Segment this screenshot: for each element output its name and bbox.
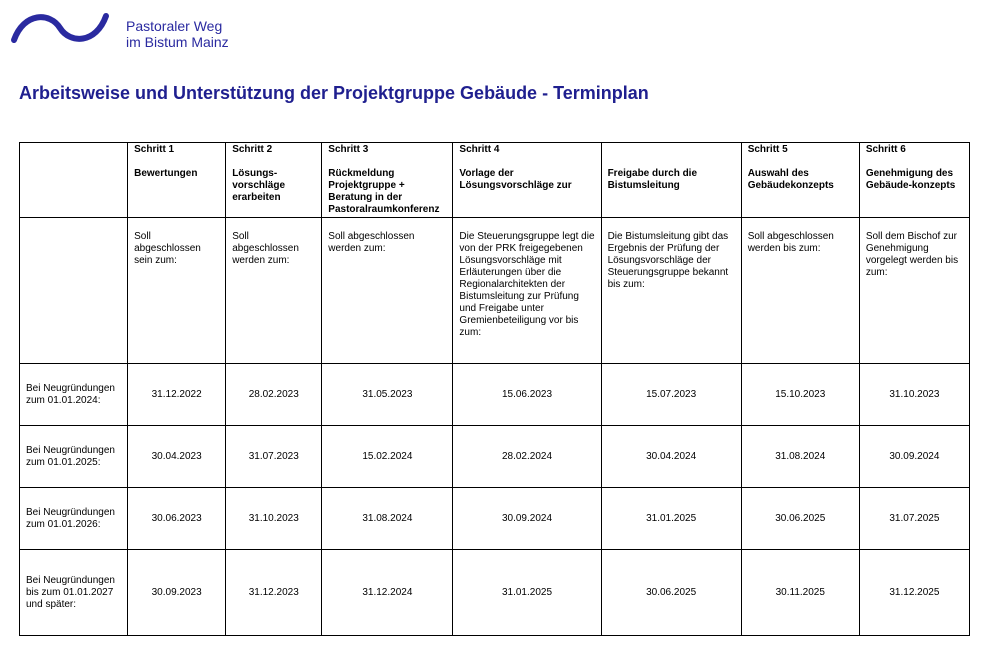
date-cell: 31.12.2025 [859,550,969,636]
date-cell: 30.04.2024 [601,426,741,488]
step-name: Freigabe durch die Bistumsleitung [607,168,698,191]
date-cell: 28.02.2024 [453,426,601,488]
date-cell: 30.11.2025 [741,550,859,636]
column-header [453,143,601,218]
column-header [226,143,322,218]
step-description: Die Bistumsleitung gibt das Ergebnis der Prüfung der Lösungsvorschläge der Steuerungsgruppe bekannt bis zum: [601,218,741,364]
row-label: Bei Neugründungen zum 01.01.2026: [20,488,128,550]
date-cell: 31.07.2025 [859,488,969,550]
date-cell: 31.07.2023 [226,426,322,488]
table-row [20,488,970,550]
column-header [859,143,969,218]
column-header [601,143,741,218]
column-header [322,143,453,218]
date-cell: 31.10.2023 [859,364,969,426]
column-header [128,143,226,218]
step-label: Schritt 2 [232,144,273,155]
step-name: Auswahl des Gebäudekonzepts [747,168,834,191]
date-cell: 15.06.2023 [453,364,601,426]
date-cell: 15.02.2024 [322,426,453,488]
date-cell: 31.12.2023 [226,550,322,636]
date-cell: 30.09.2024 [859,426,969,488]
table-header-row [20,143,970,218]
date-cell: 30.09.2024 [453,488,601,550]
page-title: Arbeitsweise und Unterstützung der Projektgruppe Gebäude - Terminplan [19,83,649,103]
date-cell: 31.12.2024 [322,550,453,636]
step-description: Soll abgeschlossen werden zum: [322,218,453,364]
step-name: Vorlage der Lösungsvorschläge zur [459,168,572,191]
table-description-row [20,218,970,364]
date-cell: 31.10.2023 [226,488,322,550]
step-description: Die Steuerungsgruppe legt die von der PRK freigegebenen Lösungsvorschläge mit Erläuterungen über die Regionalarchitekten der Bistumsleitung zur Prüfung und Freigabe unter Gremienbeteiligung vor bis zum: [453,218,601,364]
step-label [608,144,735,168]
step-description: Soll dem Bischof zur Genehmigung vorgelegt werden bis zum: [859,218,969,364]
row-label: Bei Neugründungen zum 01.01.2024: [20,364,128,426]
date-cell: 30.04.2023 [128,426,226,488]
date-cell: 31.08.2024 [322,488,453,550]
date-cell: 31.01.2025 [601,488,741,550]
date-cell: 30.06.2023 [128,488,226,550]
step-label: Schritt 1 [134,144,175,155]
date-cell: 15.10.2023 [741,364,859,426]
table-row [20,364,970,426]
date-cell: 31.01.2025 [453,550,601,636]
date-cell: 28.02.2023 [226,364,322,426]
description-empty-cell [20,218,128,364]
organization-name [126,18,229,50]
step-name: Lösungs-vorschläge erarbeiten [232,168,286,203]
date-cell: 15.07.2023 [601,364,741,426]
org-line-2: im Bistum Mainz [126,34,229,50]
step-label: Schritt 6 [865,144,906,155]
step-description: Soll abgeschlossen werden zum: [226,218,322,364]
date-cell: 30.06.2025 [601,550,741,636]
column-header [741,143,859,218]
schedule-table [19,142,970,636]
row-label: Bei Neugründungen zum 01.01.2025: [20,426,128,488]
step-name: Genehmigung des Gebäude-konzepts [865,168,956,191]
date-cell: 31.05.2023 [322,364,453,426]
step-label: Schritt 3 [328,144,369,155]
step-description: Soll abgeschlossen sein zum: [128,218,226,364]
date-cell: 31.12.2022 [128,364,226,426]
wave-logo-icon [10,8,110,48]
date-cell: 30.09.2023 [128,550,226,636]
date-cell: 31.08.2024 [741,426,859,488]
step-label: Schritt 4 [459,144,500,155]
step-label: Schritt 5 [747,144,788,155]
step-name: Bewertungen [134,168,198,179]
step-description: Soll abgeschlossen werden bis zum: [741,218,859,364]
step-name: Rückmeldung Projektgruppe + Beratung in der Pastoralraumkonferenz [328,168,440,215]
org-line-1: Pastoraler Weg [126,18,223,34]
table-row [20,550,970,636]
header-empty-cell [20,143,128,218]
date-cell: 30.06.2025 [741,488,859,550]
row-label: Bei Neugründungen bis zum 01.01.2027 und später: [20,550,128,636]
table-row [20,426,970,488]
